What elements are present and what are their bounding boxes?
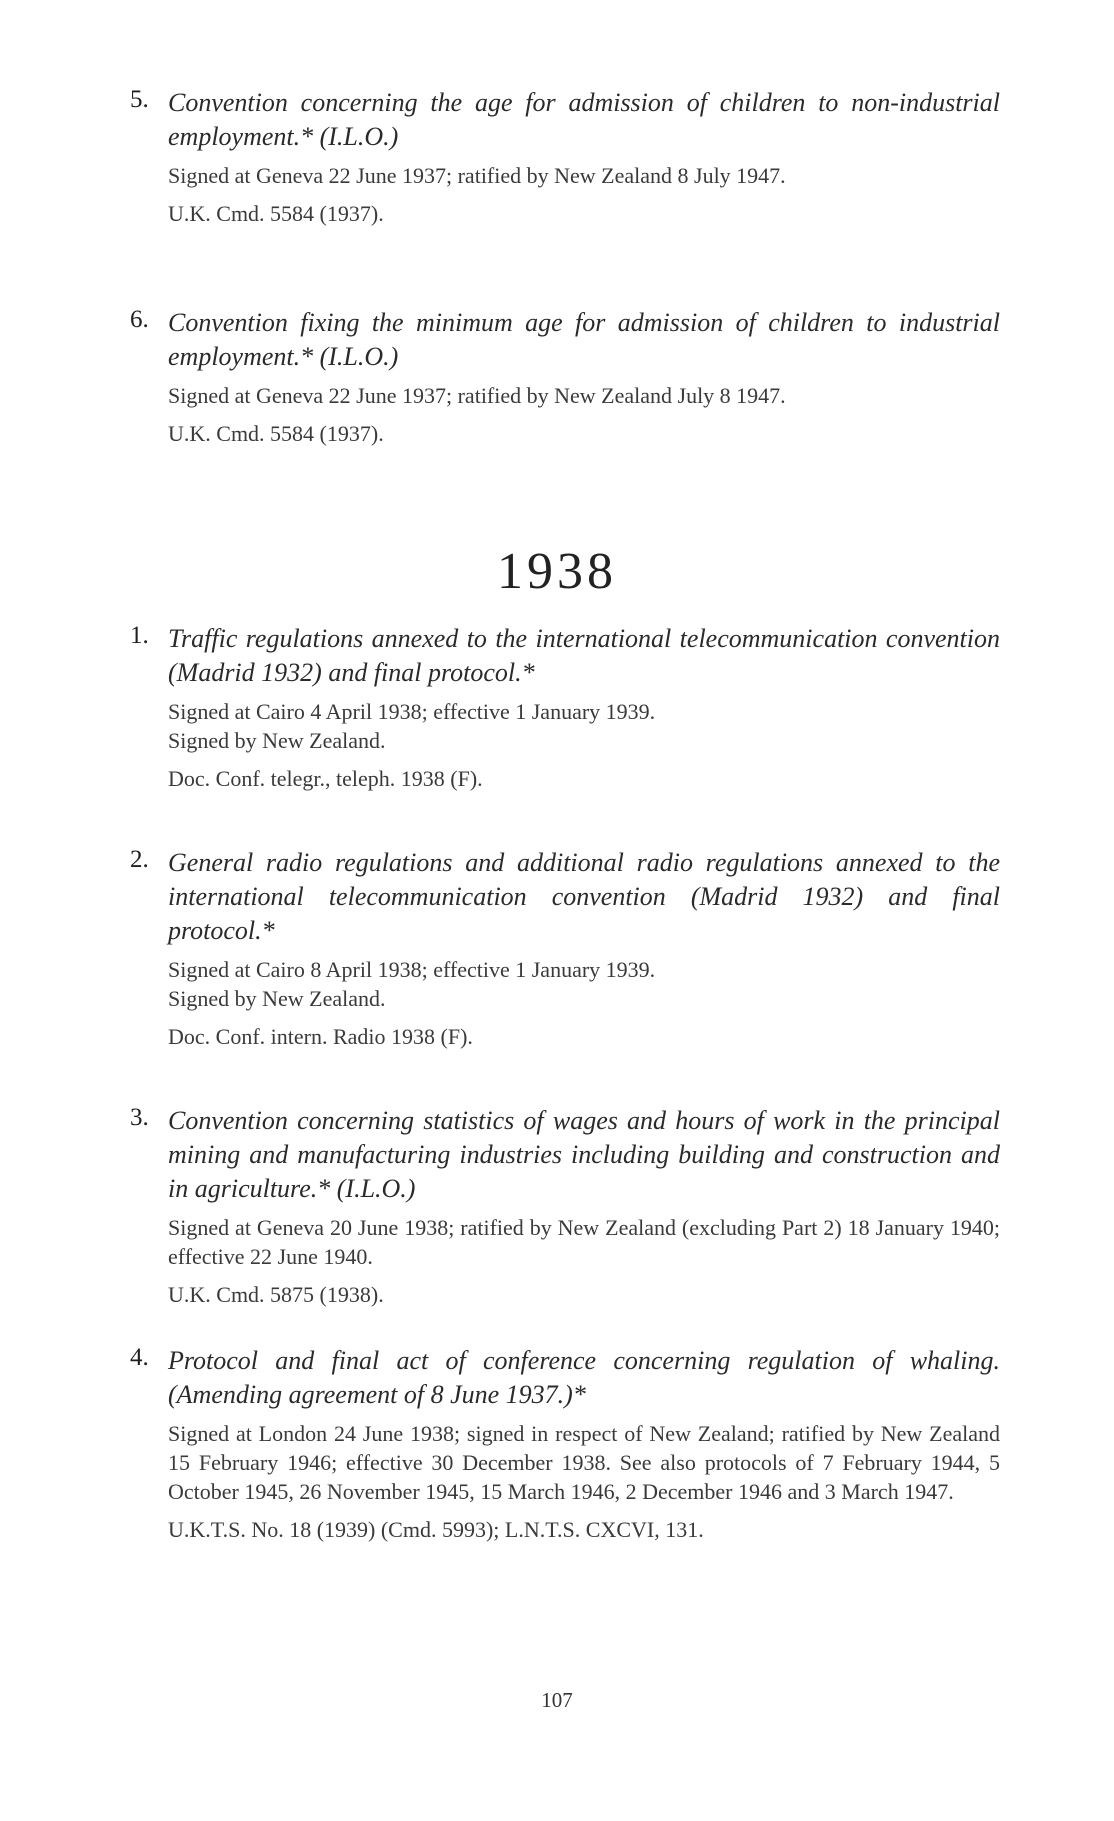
entry-detail: Signed by New Zealand. xyxy=(168,986,386,1011)
entry-reference: U.K. Cmd. 5875 (1938). xyxy=(168,1282,384,1307)
entry-detail: Signed at Geneva 22 June 1937; ratified by New Zealand 8 July 1947. xyxy=(168,163,786,188)
entry-number: 4. xyxy=(130,1344,149,1371)
entry-reference: U.K.T.S. No. 18 (1939) (Cmd. 5993); L.N.T.S. CXCVI, 131. xyxy=(168,1517,704,1542)
entry-1938-3 xyxy=(130,1104,1000,1309)
page-number: 107 xyxy=(541,1688,573,1712)
entry-title: Convention concerning the age for admission of children to non-industrial employment.* (I.L.O.) xyxy=(168,88,1000,151)
entry-number: 5. xyxy=(130,86,149,113)
entry-title: Traffic regulations annexed to the international telecommunication convention (Madrid 1932) and final protocol.* xyxy=(168,624,1000,687)
entry-reference: Doc. Conf. telegr., teleph. 1938 (F). xyxy=(168,766,483,791)
entry-reference: U.K. Cmd. 5584 (1937). xyxy=(168,201,384,226)
entry-reference: U.K. Cmd. 5584 (1937). xyxy=(168,421,384,446)
entry-title: General radio regulations and additional radio regulations annexed to the international telecommunication convention (Madrid 1932) and final protocol.* xyxy=(168,848,1000,945)
entry-title: Convention fixing the minimum age for admission of children to industrial employment.* (I.L.O.) xyxy=(168,308,1000,371)
entry-detail: Signed at Cairo 4 April 1938; effective 1 January 1939. xyxy=(168,699,656,724)
entry-number: 2. xyxy=(130,846,149,873)
entry-reference: Doc. Conf. intern. Radio 1938 (F). xyxy=(168,1024,473,1049)
entry-1937-5 xyxy=(130,86,1000,228)
entry-1938-4 xyxy=(130,1344,1000,1544)
entry-detail: Signed at Geneva 20 June 1938; ratified by New Zealand (excluding Part 2) 18 January 1940; effective 22 June 1940. xyxy=(168,1215,1000,1269)
entry-number: 3. xyxy=(130,1104,149,1131)
year-heading: 1938 xyxy=(497,543,617,600)
entry-number: 1. xyxy=(130,622,149,649)
entry-1938-1 xyxy=(130,622,1000,793)
entry-detail: Signed at Cairo 8 April 1938; effective 1 January 1939. xyxy=(168,957,656,982)
entry-detail: Signed by New Zealand. xyxy=(168,728,386,753)
entry-detail: Signed at Geneva 22 June 1937; ratified by New Zealand July 8 1947. xyxy=(168,383,786,408)
entry-detail: Signed at London 24 June 1938; signed in respect of New Zealand; ratified by New Zealand 15 February 1946; effective 30 December 1938. See also protocols of 7 February 1944, 5 October 1945, 26 November 1945, 15 March 1946, 2 December 1946 and 3 March 1947. xyxy=(168,1421,1000,1504)
entry-1938-2 xyxy=(130,846,1000,1051)
entry-number: 6. xyxy=(130,306,149,333)
entry-1937-6 xyxy=(130,306,1000,448)
entry-title: Convention concerning statistics of wages and hours of work in the principal mining and manufacturing industries including building and construction and in agriculture.* (I.L.O.) xyxy=(168,1106,1000,1203)
entry-title: Protocol and final act of conference concerning regulation of whaling. (Amending agreement of 8 June 1937.)* xyxy=(168,1346,1000,1409)
